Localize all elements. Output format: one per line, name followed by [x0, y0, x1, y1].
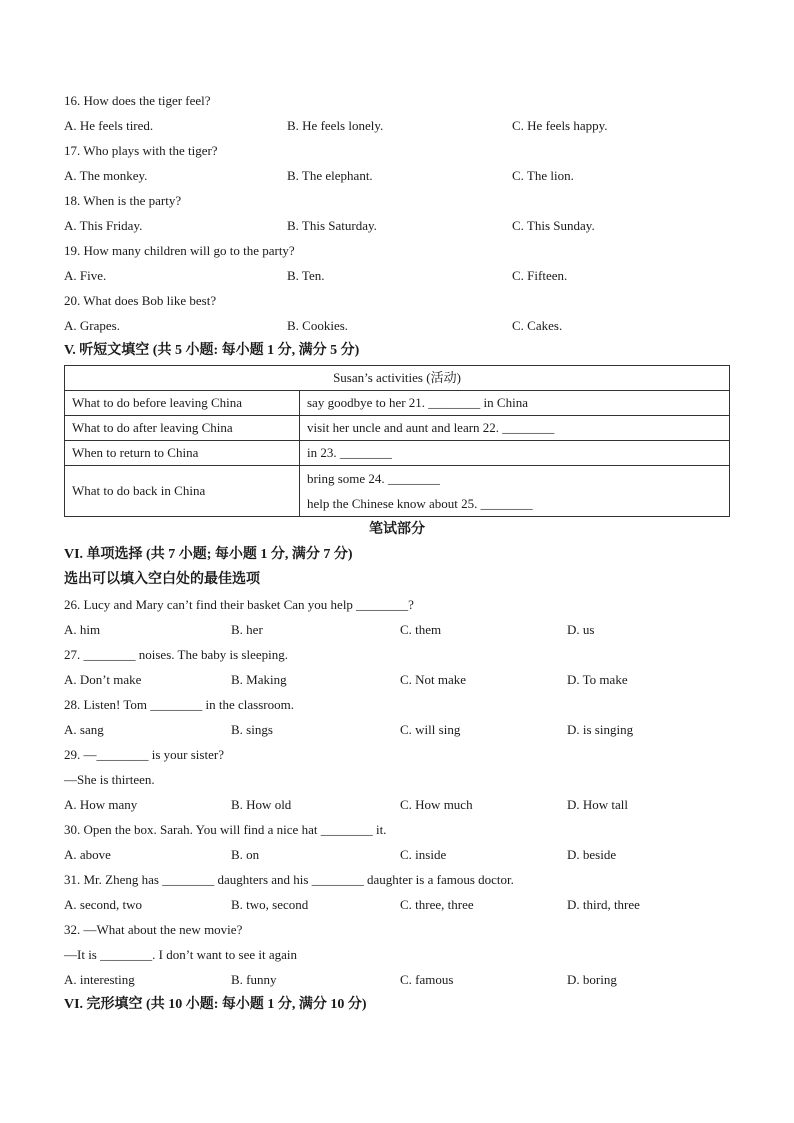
option-d: D. third, three: [567, 897, 640, 912]
option-b: B. Cookies.: [287, 318, 349, 333]
question-stem: 26. Lucy and Mary can’t find their basket Can you help ________?: [64, 597, 414, 612]
option-b: B. two, second: [231, 897, 309, 912]
option-c: C. inside: [400, 847, 447, 862]
question-stem: 19. How many children will go to the party?: [64, 243, 295, 258]
table-cell-left: When to return to China: [65, 441, 300, 466]
option-a: A. This Friday.: [64, 218, 143, 233]
question-27: [64, 642, 730, 692]
option-d: D. beside: [567, 847, 617, 862]
table-cell-left: What to do back in China: [65, 466, 300, 517]
option-c: C. Cakes.: [512, 318, 563, 333]
question-31: [64, 867, 730, 917]
option-c: C. How much: [400, 797, 473, 812]
section-7-heading: VI. 完形填空 (共 10 小题: 每小题 1 分, 满分 10 分): [64, 997, 367, 1012]
question-stem: 16. How does the tiger feel?: [64, 93, 211, 108]
question-options: [64, 163, 730, 188]
option-b: B. on: [231, 847, 260, 862]
table-row: [65, 416, 730, 441]
question-stem: 28. Listen! Tom ________ in the classroom.: [64, 697, 294, 712]
question-options: [64, 213, 730, 238]
question-stem: 20. What does Bob like best?: [64, 293, 217, 308]
option-d: D. boring: [567, 972, 617, 987]
option-b: B. funny: [231, 972, 277, 987]
exam-page: [64, 88, 730, 1017]
option-c: C. This Sunday.: [512, 218, 595, 233]
table-cell-right: visit her uncle and aunt and learn 22. ________: [300, 416, 730, 441]
question-options: [64, 792, 730, 817]
table-title: Susan’s activities (活动): [65, 366, 730, 391]
option-a: A. How many: [64, 797, 138, 812]
option-a: A. He feels tired.: [64, 118, 154, 133]
table-cell-left: What to do before leaving China: [65, 391, 300, 416]
question-options: [64, 842, 730, 867]
question-stem-answer: —It is ________. I don’t want to see it again: [64, 947, 298, 962]
table-cell-line: help the Chinese know about 25. ________: [307, 496, 533, 511]
table-cell-right: [300, 466, 730, 517]
option-b: B. How old: [231, 797, 292, 812]
option-a: A. sang: [64, 722, 104, 737]
question-options: [64, 717, 730, 742]
question-18: [64, 188, 730, 238]
option-b: B. Making: [231, 672, 287, 687]
question-19: [64, 238, 730, 288]
option-b: B. Ten.: [287, 268, 325, 283]
option-a: A. interesting: [64, 972, 135, 987]
option-a: A. Five.: [64, 268, 107, 283]
question-29: [64, 742, 730, 817]
question-options: [64, 263, 730, 288]
option-b: B. The elephant.: [287, 168, 373, 183]
question-30: [64, 817, 730, 867]
option-a: A. him: [64, 622, 101, 637]
option-d: D. is singing: [567, 722, 634, 737]
option-c: C. them: [400, 622, 442, 637]
option-b: B. He feels lonely.: [287, 118, 384, 133]
table-row: [65, 441, 730, 466]
option-c: C. Not make: [400, 672, 467, 687]
table-cell-left: What to do after leaving China: [65, 416, 300, 441]
written-part-heading: 笔试部分: [369, 522, 425, 537]
option-d: D. To make: [567, 672, 628, 687]
option-b: B. her: [231, 622, 263, 637]
question-stem: 30. Open the box. Sarah. You will find a nice hat ________ it.: [64, 822, 387, 837]
option-c: C. three, three: [400, 897, 474, 912]
option-c: C. famous: [400, 972, 454, 987]
susan-activities-table: [64, 365, 730, 517]
option-b: B. sings: [231, 722, 273, 737]
option-b: B. This Saturday.: [287, 218, 377, 233]
option-c: C. will sing: [400, 722, 461, 737]
question-stem: 29. —________ is your sister?: [64, 747, 224, 762]
option-a: A. The monkey.: [64, 168, 148, 183]
question-16: [64, 88, 730, 138]
question-options: [64, 967, 730, 992]
option-d: D. us: [567, 622, 595, 637]
question-32: [64, 917, 730, 992]
table-cell-line: bring some 24. ________: [307, 471, 440, 486]
question-options: [64, 113, 730, 138]
option-a: A. Don’t make: [64, 672, 142, 687]
question-20: [64, 288, 730, 338]
option-d: D. How tall: [567, 797, 629, 812]
question-stem: 32. —What about the new movie?: [64, 922, 243, 937]
option-a: A. above: [64, 847, 111, 862]
option-a: A. second, two: [64, 897, 142, 912]
question-options: [64, 892, 730, 917]
question-stem: 17. Who plays with the tiger?: [64, 143, 218, 158]
table-cell-right: in 23. ________: [300, 441, 730, 466]
question-stem: 27. ________ noises. The baby is sleeping.: [64, 647, 288, 662]
question-17: [64, 138, 730, 188]
question-options: [64, 667, 730, 692]
option-c: C. He feels happy.: [512, 118, 608, 133]
table-row: [65, 466, 730, 517]
option-a: A. Grapes.: [64, 318, 120, 333]
question-stem-answer: —She is thirteen.: [64, 772, 155, 787]
question-options: [64, 617, 730, 642]
table-cell-right: say goodbye to her 21. ________ in China: [300, 391, 730, 416]
question-options: [64, 313, 730, 338]
question-stem: 18. When is the party?: [64, 193, 182, 208]
option-c: C. Fifteen.: [512, 268, 568, 283]
section-6-instruction: 选出可以填入空白处的最佳选项: [64, 572, 260, 587]
question-28: [64, 692, 730, 742]
table-row: [65, 391, 730, 416]
option-c: C. The lion.: [512, 168, 574, 183]
section-5-heading: V. 听短文填空 (共 5 小题: 每小题 1 分, 满分 5 分): [64, 343, 360, 358]
section-6-heading: VI. 单项选择 (共 7 小题; 每小题 1 分, 满分 7 分): [64, 547, 353, 562]
question-stem: 31. Mr. Zheng has ________ daughters and his ________ daughter is a famous doctor.: [64, 872, 514, 887]
question-26: [64, 592, 730, 642]
